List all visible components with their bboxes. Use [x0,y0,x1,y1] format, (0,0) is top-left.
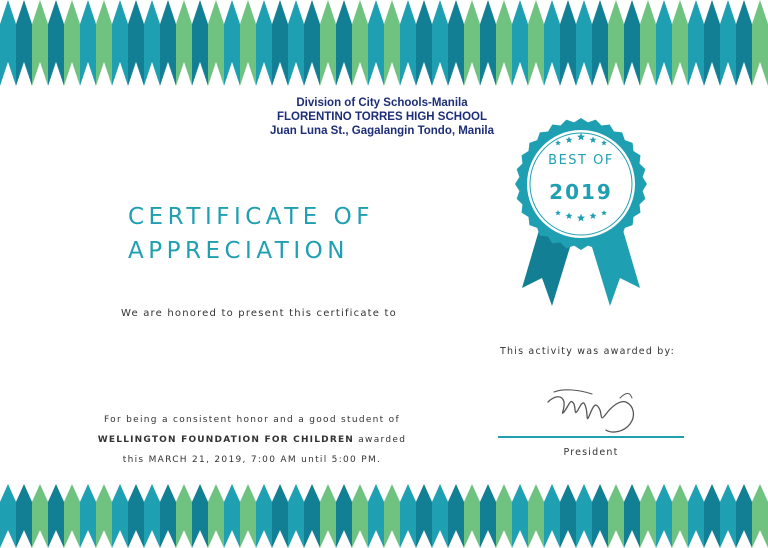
chevron-stripe [560,0,576,86]
chevron-stripe [576,0,592,86]
chevron-stripe [432,0,448,86]
chevron-stripe [128,0,144,86]
chevron-stripe [176,0,192,86]
badge-year: 2019 [549,180,613,204]
chevron-stripe [352,484,368,548]
chevron-stripe [256,484,272,548]
chevron-stripe [176,484,192,548]
signature-line [498,436,684,438]
chevron-stripe [208,484,224,548]
chevron-stripe [272,0,288,86]
chevron-stripe [64,0,80,86]
chevron-stripe [368,484,384,548]
body-line-2 [82,430,422,450]
body-line-1: For being a consistent honor and a good student of [104,415,400,425]
chevron-stripe [608,0,624,86]
chevron-stripe [464,484,480,548]
chevron-stripe [672,484,688,548]
chevron-stripe [48,484,64,548]
chevron-stripe [464,0,480,86]
chevron-stripe [704,0,720,86]
chevron-stripe [496,0,512,86]
chevron-stripe [720,0,736,86]
chevron-stripe [272,484,288,548]
chevron-stripe [592,0,608,86]
chevron-stripe [0,0,16,86]
signature-icon [540,380,650,438]
chevron-stripe [256,0,272,86]
chevron-stripe [448,0,464,86]
chevron-stripe [384,484,400,548]
chevron-stripe [32,0,48,86]
chevron-stripe [544,484,560,548]
chevron-stripe [496,484,512,548]
chevron-stripe [512,0,528,86]
chevron-stripe [336,484,352,548]
chevron-stripe [656,484,672,548]
chevron-stripe [288,484,304,548]
chevron-stripe [192,484,208,548]
school-header [262,96,502,138]
chevron-stripe [736,484,752,548]
chevron-stripe [144,484,160,548]
chevron-stripe [224,0,240,86]
chevron-stripe [320,0,336,86]
bottom-chevron-border [0,484,768,548]
chevron-stripe [16,484,32,548]
chevron-stripe [368,0,384,86]
chevron-stripe [80,0,96,86]
top-chevron-border [0,0,768,86]
chevron-stripe [624,0,640,86]
chevron-stripe [32,484,48,548]
title-line-1: CERTIFICATE OF [128,204,374,230]
ribbon-badge-icon [508,110,654,306]
chevron-stripe [240,484,256,548]
chevron-stripe [160,484,176,548]
chevron-stripe [112,0,128,86]
chevron-stripe [192,0,208,86]
school-name: FLORENTINO TORRES HIGH SCHOOL [277,111,487,123]
present-text: We are honored to present this certificate to [121,308,397,319]
certificate-title [128,200,374,268]
school-address: Juan Luna St., Gagalangin Tondo, Manila [269,125,495,137]
organization-name: WELLINGTON FOUNDATION FOR CHILDREN [97,435,355,445]
chevron-stripe [480,484,496,548]
chevron-stripe [16,0,32,86]
chevron-stripe [608,484,624,548]
chevron-stripe [0,484,16,548]
awarded-word: awarded [358,435,407,445]
chevron-stripe [240,0,256,86]
chevron-stripe [560,484,576,548]
chevron-stripe [64,484,80,548]
chevron-stripe [448,484,464,548]
chevron-stripe [352,0,368,86]
chevron-stripe [144,0,160,86]
chevron-stripe [752,484,768,548]
chevron-stripe [592,484,608,548]
chevron-stripe [688,0,704,86]
title-line-2: APPRECIATION [128,238,349,264]
chevron-stripe [416,0,432,86]
chevron-stripe [112,484,128,548]
chevron-stripe [576,484,592,548]
chevron-stripe [304,484,320,548]
chevron-stripe [336,0,352,86]
chevron-stripe [208,0,224,86]
chevron-stripe [720,484,736,548]
chevron-stripe [288,0,304,86]
chevron-stripe [304,0,320,86]
chevron-stripe [400,0,416,86]
chevron-stripe [432,484,448,548]
chevron-stripe [704,484,720,548]
signer-title: President [563,447,619,458]
chevron-stripe [384,0,400,86]
division-name: Division of City Schools-Manila [296,97,468,109]
chevron-stripe [688,484,704,548]
chevron-stripe [528,0,544,86]
chevron-stripe [512,484,528,548]
date-line: this MARCH 21, 2019, 7:00 AM until 5:00 PM. [122,455,382,465]
chevron-stripe [480,0,496,86]
chevron-stripe [624,484,640,548]
chevron-stripe [672,0,688,86]
chevron-stripe [640,484,656,548]
chevron-stripe [640,0,656,86]
chevron-stripe [48,0,64,86]
chevron-stripe [752,0,768,86]
chevron-stripe [80,484,96,548]
awarded-by-text: This activity was awarded by: [500,346,676,357]
chevron-stripe [736,0,752,86]
chevron-stripe [416,484,432,548]
chevron-stripe [224,484,240,548]
chevron-stripe [656,0,672,86]
chevron-stripe [96,484,112,548]
chevron-stripe [320,484,336,548]
chevron-stripe [96,0,112,86]
chevron-stripe [544,0,560,86]
chevron-stripe [400,484,416,548]
chevron-stripe [128,484,144,548]
chevron-stripe [528,484,544,548]
chevron-stripe [160,0,176,86]
badge-text: BEST OF [548,153,614,168]
certificate-body [82,410,422,470]
